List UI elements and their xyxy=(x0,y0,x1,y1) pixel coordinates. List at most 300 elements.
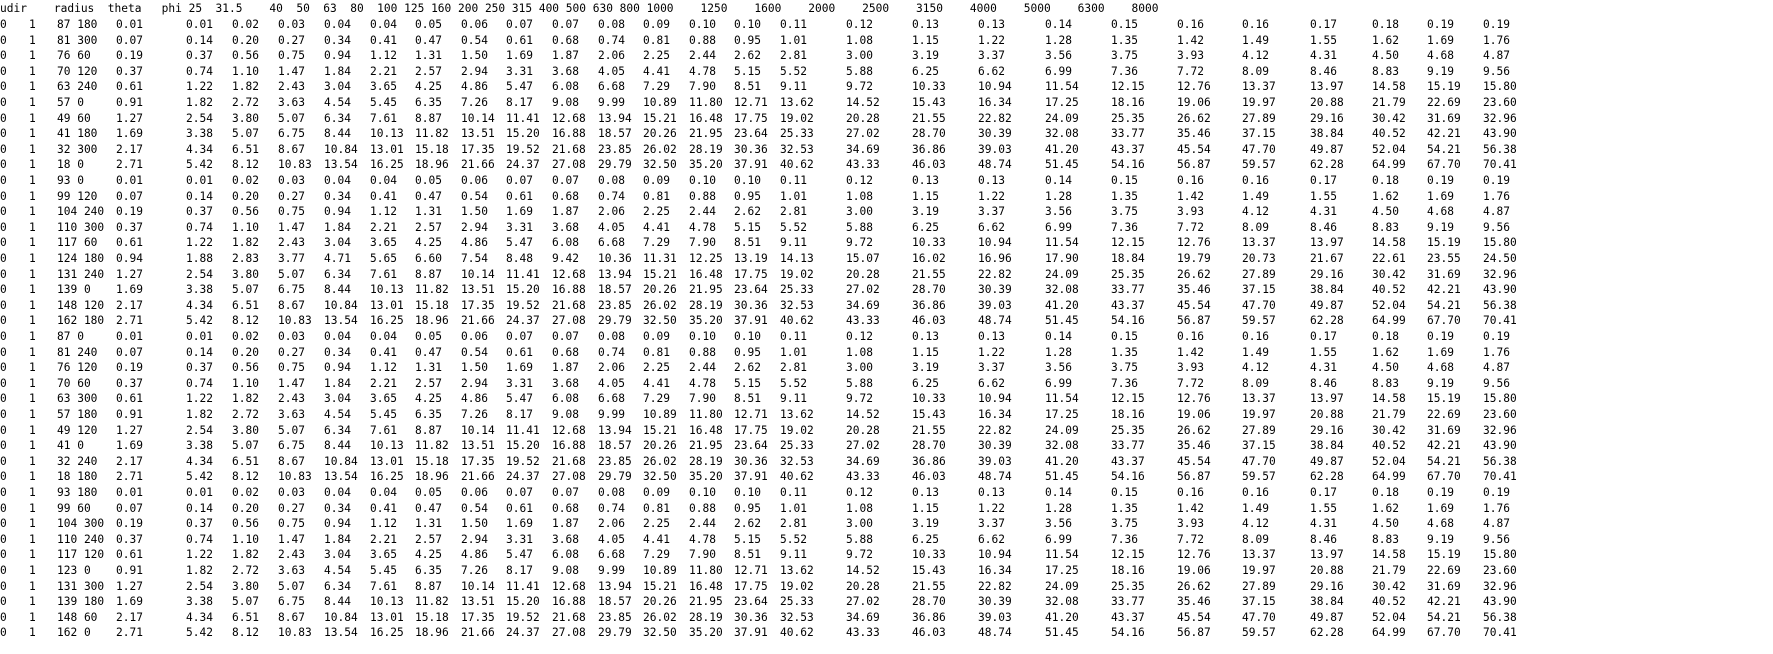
table-cell: 18.84 xyxy=(1111,252,1145,265)
table-cell: 0.20 xyxy=(232,33,259,47)
table-cell: 52.04 xyxy=(1372,610,1406,624)
table-cell: 0.74 xyxy=(186,220,213,234)
table-cell: 0.07 xyxy=(116,33,143,47)
table-cell: 19.79 xyxy=(1177,252,1211,265)
table-cell: 22.69 xyxy=(1427,408,1461,421)
table-cell: 8.46 xyxy=(1310,376,1337,390)
table-cell: 13.97 xyxy=(1310,548,1344,562)
table-cell: 0.81 xyxy=(643,33,670,47)
table-cell: 31.69 xyxy=(1427,423,1461,437)
table-cell: 76 120 xyxy=(57,361,98,375)
table-cell: 0.20 xyxy=(232,501,259,515)
table-cell: 17.75 xyxy=(734,111,768,125)
table-cell: 24.37 xyxy=(506,626,540,640)
table-cell: 35.20 xyxy=(689,626,723,640)
table-cell: 45.54 xyxy=(1177,298,1211,312)
table-cell: 32 240 xyxy=(57,454,98,468)
table-cell: 0.81 xyxy=(643,345,670,359)
table-cell: 11.80 xyxy=(689,408,723,421)
table-cell: 2.17 xyxy=(116,142,143,156)
table-cell: 13.01 xyxy=(370,142,404,156)
table-cell: 10.14 xyxy=(461,267,495,281)
table-cell: 32.53 xyxy=(780,142,814,156)
table-cell: 19.02 xyxy=(780,111,814,125)
table-cell: 0.07 xyxy=(552,486,579,499)
table-cell: 1.10 xyxy=(232,220,259,234)
table-cell: 0.07 xyxy=(116,189,143,203)
table-cell: 12.15 xyxy=(1111,548,1145,562)
table-cell: 25.35 xyxy=(1111,267,1145,281)
table-cell: 67.70 xyxy=(1427,626,1461,640)
table-cell: 4.25 xyxy=(415,548,442,562)
table-cell: 10.83 xyxy=(278,314,312,328)
table-cell: 0.94 xyxy=(324,361,351,375)
table-cell: 1.31 xyxy=(415,205,442,219)
table-cell: 0.10 xyxy=(689,18,716,31)
table-cell: 36.86 xyxy=(912,610,946,624)
table-cell: 1.31 xyxy=(415,49,442,63)
table-cell: 1.69 xyxy=(1427,501,1454,515)
table-cell: 32.50 xyxy=(643,626,677,640)
table-cell: 5.47 xyxy=(506,236,533,250)
table-cell: 15.19 xyxy=(1427,236,1461,250)
table-cell: 3.56 xyxy=(1045,361,1072,375)
table-cell: 18.96 xyxy=(415,314,449,328)
table-cell: 22.69 xyxy=(1427,564,1461,577)
table-cell: 117 60 xyxy=(57,236,98,250)
table-cell: 24.50 xyxy=(1483,252,1517,265)
table-cell: 13.97 xyxy=(1310,236,1344,250)
table-cell: 0 xyxy=(0,158,7,172)
table-cell: 0.15 xyxy=(1111,330,1138,343)
table-cell: 1 xyxy=(29,532,36,546)
table-cell: 43.90 xyxy=(1483,283,1517,297)
table-cell: 0.61 xyxy=(506,345,533,359)
table-cell: 7.72 xyxy=(1177,376,1204,390)
table-cell: 0.03 xyxy=(278,174,305,187)
table-cell: 5.52 xyxy=(780,64,807,78)
table-cell: 15.19 xyxy=(1427,548,1461,562)
table-cell: 0.08 xyxy=(598,486,625,499)
table-cell: 43.37 xyxy=(1111,610,1145,624)
table-cell: 49.87 xyxy=(1310,454,1344,468)
table-cell: 26.02 xyxy=(643,454,677,468)
table-cell: 3.77 xyxy=(278,252,305,265)
table-cell: 4.25 xyxy=(415,236,442,250)
table-cell: 40.62 xyxy=(780,158,814,172)
table-cell: 0.12 xyxy=(846,486,873,499)
table-cell: 0.01 xyxy=(116,18,143,31)
table-cell: 21.66 xyxy=(461,158,495,172)
table-cell: 5.42 xyxy=(186,314,213,328)
table-cell: 0.88 xyxy=(689,33,716,47)
table-cell: 0.13 xyxy=(912,486,939,499)
table-cell: 4.50 xyxy=(1372,517,1399,531)
table-cell: 4.12 xyxy=(1242,517,1269,531)
table-cell: 1 xyxy=(29,439,36,453)
table-cell: 17.25 xyxy=(1045,96,1079,109)
table-cell: 15.20 xyxy=(506,595,540,609)
table-cell: 87 0 xyxy=(57,330,84,343)
table-cell: 41.20 xyxy=(1045,454,1079,468)
table-cell: 34.69 xyxy=(846,298,880,312)
table-cell: 14.58 xyxy=(1372,80,1406,94)
table-cell: 76 60 xyxy=(57,49,91,63)
table-cell: 1.27 xyxy=(116,267,143,281)
table-cell: 1.49 xyxy=(1242,501,1269,515)
table-cell: 3.37 xyxy=(978,361,1005,375)
table-cell: 9.19 xyxy=(1427,64,1454,78)
table-cell: 10.89 xyxy=(643,408,677,421)
table-cell: 43.37 xyxy=(1111,142,1145,156)
table-cell: 5.07 xyxy=(278,267,305,281)
table-cell: 35.46 xyxy=(1177,439,1211,453)
table-cell: 1.01 xyxy=(780,189,807,203)
table-cell: 51.45 xyxy=(1045,626,1079,640)
table-cell: 27.02 xyxy=(846,439,880,453)
table-cell: 11.41 xyxy=(506,267,540,281)
table-cell: 8.44 xyxy=(324,439,351,453)
table-cell: 2.06 xyxy=(598,49,625,63)
table-cell: 5.42 xyxy=(186,470,213,484)
table-cell: 1.62 xyxy=(1372,189,1399,203)
table-cell: 1.49 xyxy=(1242,189,1269,203)
table-cell: 23.60 xyxy=(1483,408,1517,421)
table-cell: 10.94 xyxy=(978,548,1012,562)
table-cell: 0 xyxy=(0,127,7,141)
table-cell: 3.19 xyxy=(912,205,939,219)
table-cell: 19.02 xyxy=(780,423,814,437)
table-cell: 4.68 xyxy=(1427,205,1454,219)
table-cell: 67.70 xyxy=(1427,470,1461,484)
table-cell: 3.56 xyxy=(1045,517,1072,531)
table-cell: 0 xyxy=(0,298,7,312)
table-cell: 3.63 xyxy=(278,96,305,109)
table-cell: 13.97 xyxy=(1310,392,1344,406)
table-cell: 0.13 xyxy=(978,18,1005,31)
table-cell: 2.94 xyxy=(461,376,488,390)
table-cell: 0.14 xyxy=(1045,486,1072,499)
table-cell: 0.74 xyxy=(598,345,625,359)
table-cell: 0.04 xyxy=(370,18,397,31)
table-cell: 1.55 xyxy=(1310,189,1337,203)
table-cell: 10.13 xyxy=(370,283,404,297)
table-cell: 34.69 xyxy=(846,454,880,468)
table-cell: 10.14 xyxy=(461,579,495,593)
table-cell: 2.71 xyxy=(116,158,143,172)
table-cell: 5.15 xyxy=(734,220,761,234)
table-cell: 6.08 xyxy=(552,548,579,562)
table-cell: 0 xyxy=(0,564,7,577)
table-cell: 2.83 xyxy=(232,252,259,265)
table-cell: 22.82 xyxy=(978,579,1012,593)
table-cell: 0.16 xyxy=(1177,174,1204,187)
table-cell: 30.39 xyxy=(978,127,1012,141)
table-cell: 2.25 xyxy=(643,49,670,63)
table-cell: 1 xyxy=(29,361,36,375)
table-cell: 9.19 xyxy=(1427,220,1454,234)
table-cell: 0.61 xyxy=(506,501,533,515)
table-cell: 4.87 xyxy=(1483,205,1510,219)
table-cell: 0.88 xyxy=(689,189,716,203)
table-cell: 0 xyxy=(0,532,7,546)
table-cell: 0.10 xyxy=(734,330,761,343)
table-cell: 45.54 xyxy=(1177,610,1211,624)
table-cell: 3.31 xyxy=(506,220,533,234)
table-cell: 0.41 xyxy=(370,189,397,203)
table-cell: 0.61 xyxy=(506,33,533,47)
table-cell: 21.79 xyxy=(1372,408,1406,421)
table-cell: 7.90 xyxy=(689,548,716,562)
table-cell: 1.35 xyxy=(1111,345,1138,359)
table-cell: 1 xyxy=(29,564,36,577)
table-cell: 52.04 xyxy=(1372,142,1406,156)
table-cell: 6.62 xyxy=(978,376,1005,390)
table-cell: 0.07 xyxy=(116,501,143,515)
table-cell: 45.54 xyxy=(1177,454,1211,468)
table-cell: 0.88 xyxy=(689,345,716,359)
table-cell: 0.17 xyxy=(1310,18,1337,31)
table-cell: 0.16 xyxy=(1242,18,1269,31)
table-cell: 0.75 xyxy=(278,517,305,531)
table-cell: 13.01 xyxy=(370,610,404,624)
table-cell: 0.04 xyxy=(324,486,351,499)
table-cell: 1.01 xyxy=(780,33,807,47)
table-cell: 0.74 xyxy=(598,189,625,203)
table-cell: 0.68 xyxy=(552,345,579,359)
table-cell: 42.21 xyxy=(1427,283,1461,297)
table-cell: 4.12 xyxy=(1242,205,1269,219)
table-cell: 17.35 xyxy=(461,142,495,156)
table-cell: 1 xyxy=(29,501,36,515)
table-cell: 15.20 xyxy=(506,127,540,141)
table-cell: 13.51 xyxy=(461,127,495,141)
table-cell: 6.60 xyxy=(415,252,442,265)
table-cell: 56.38 xyxy=(1483,142,1517,156)
table-cell: 0.03 xyxy=(278,18,305,31)
table-cell: 8.12 xyxy=(232,626,259,640)
table-cell: 4.41 xyxy=(643,532,670,546)
table-cell: 28.19 xyxy=(689,454,723,468)
table-cell: 8.09 xyxy=(1242,532,1269,546)
table-cell: 40.62 xyxy=(780,314,814,328)
table-cell: 3.75 xyxy=(1111,517,1138,531)
table-cell: 41 0 xyxy=(57,439,84,453)
table-cell: 4.12 xyxy=(1242,49,1269,63)
table-cell: 0 xyxy=(0,111,7,125)
table-cell: 0.10 xyxy=(734,174,761,187)
table-cell: 3.19 xyxy=(912,361,939,375)
table-cell: 1.87 xyxy=(552,517,579,531)
table-cell: 2.25 xyxy=(643,517,670,531)
table-cell: 9.56 xyxy=(1483,64,1510,78)
table-cell: 1 xyxy=(29,174,36,187)
table-cell: 10.36 xyxy=(598,252,632,265)
table-cell: 1.08 xyxy=(846,501,873,515)
table-cell: 24.09 xyxy=(1045,267,1079,281)
table-cell: 12.68 xyxy=(552,579,586,593)
table-cell: 16.88 xyxy=(552,283,586,297)
table-cell: 54.21 xyxy=(1427,142,1461,156)
table-cell: 51.45 xyxy=(1045,470,1079,484)
table-cell: 21.68 xyxy=(552,610,586,624)
table-cell: 3.93 xyxy=(1177,361,1204,375)
table-cell: 8.12 xyxy=(232,158,259,172)
table-cell: 62.28 xyxy=(1310,314,1344,328)
table-cell: 20.28 xyxy=(846,579,880,593)
table-cell: 41.20 xyxy=(1045,142,1079,156)
table-cell: 38.84 xyxy=(1310,127,1344,141)
table-cell: 3.31 xyxy=(506,64,533,78)
table-cell: 0.19 xyxy=(1427,18,1454,31)
table-cell: 56.38 xyxy=(1483,610,1517,624)
table-cell: 4.71 xyxy=(324,252,351,265)
table-cell: 43.33 xyxy=(846,158,880,172)
table-cell: 8.67 xyxy=(278,454,305,468)
table-cell: 8.44 xyxy=(324,283,351,297)
table-cell: 3.80 xyxy=(232,267,259,281)
table-cell: 6.51 xyxy=(232,610,259,624)
table-cell: 19.06 xyxy=(1177,408,1211,421)
table-cell: 12.71 xyxy=(734,96,768,109)
table-cell: 0.19 xyxy=(116,361,143,375)
table-cell: 1 xyxy=(29,158,36,172)
table-cell: 1.69 xyxy=(116,127,143,141)
table-cell: 16.48 xyxy=(689,423,723,437)
table-cell: 148 60 xyxy=(57,610,98,624)
table-cell: 5.47 xyxy=(506,548,533,562)
table-cell: 1.12 xyxy=(370,49,397,63)
table-cell: 0 xyxy=(0,80,7,94)
table-cell: 1.10 xyxy=(232,64,259,78)
table-cell: 1.15 xyxy=(912,345,939,359)
table-cell: 2.71 xyxy=(116,470,143,484)
table-cell: 33.77 xyxy=(1111,127,1145,141)
table-cell: 10.13 xyxy=(370,127,404,141)
table-cell: 2.43 xyxy=(278,548,305,562)
table-cell: 5.07 xyxy=(232,595,259,609)
table-cell: 32.50 xyxy=(643,158,677,172)
table-cell: 25.35 xyxy=(1111,579,1145,593)
table-cell: 21.66 xyxy=(461,626,495,640)
table-cell: 43.33 xyxy=(846,314,880,328)
table-cell: 1.69 xyxy=(506,361,533,375)
table-cell: 67.70 xyxy=(1427,314,1461,328)
table-cell: 1.69 xyxy=(506,49,533,63)
table-cell: 1 xyxy=(29,18,36,31)
table-cell: 1.31 xyxy=(415,517,442,531)
table-cell: 6.25 xyxy=(912,64,939,78)
table-cell: 18.57 xyxy=(598,595,632,609)
table-cell: 2.17 xyxy=(116,610,143,624)
table-cell: 15.18 xyxy=(415,142,449,156)
table-cell: 7.26 xyxy=(461,96,488,109)
table-cell: 0.54 xyxy=(461,501,488,515)
table-cell: 29.16 xyxy=(1310,423,1344,437)
table-cell: 40.52 xyxy=(1372,283,1406,297)
table-cell: 0.19 xyxy=(1427,486,1454,499)
table-cell: 2.81 xyxy=(780,517,807,531)
table-cell: 93 0 xyxy=(57,174,84,187)
table-cell: 52.04 xyxy=(1372,454,1406,468)
table-cell: 5.15 xyxy=(734,532,761,546)
table-cell: 3.68 xyxy=(552,532,579,546)
table-cell: 8.17 xyxy=(506,564,533,577)
table-cell: 6.75 xyxy=(278,127,305,141)
table-cell: 25.33 xyxy=(780,127,814,141)
table-cell: 22.61 xyxy=(1372,252,1406,265)
table-cell: 1 xyxy=(29,64,36,78)
table-cell: 0.17 xyxy=(1310,330,1337,343)
table-cell: 7.72 xyxy=(1177,64,1204,78)
table-cell: 81 240 xyxy=(57,345,98,359)
table-cell: 41.20 xyxy=(1045,298,1079,312)
table-cell: 1.01 xyxy=(780,501,807,515)
table-cell: 32.53 xyxy=(780,610,814,624)
table-cell: 0.37 xyxy=(186,361,213,375)
table-cell: 0.12 xyxy=(846,18,873,31)
table-cell: 0.11 xyxy=(780,174,807,187)
table-cell: 12.71 xyxy=(734,408,768,421)
table-cell: 7.61 xyxy=(370,579,397,593)
table-cell: 1.82 xyxy=(232,80,259,94)
table-cell: 6.51 xyxy=(232,454,259,468)
table-cell: 1.76 xyxy=(1483,33,1510,47)
table-cell: 11.54 xyxy=(1045,80,1079,94)
table-cell: 6.68 xyxy=(598,80,625,94)
table-cell: 3.38 xyxy=(186,127,213,141)
table-cell: 25.35 xyxy=(1111,423,1145,437)
table-cell: 0.15 xyxy=(1111,174,1138,187)
table-cell: 2.06 xyxy=(598,205,625,219)
table-cell: 2.62 xyxy=(734,49,761,63)
table-cell: 0.54 xyxy=(461,33,488,47)
table-cell: 1.12 xyxy=(370,517,397,531)
table-cell: 3.63 xyxy=(278,564,305,577)
table-cell: 30.42 xyxy=(1372,579,1406,593)
table-cell: 56.87 xyxy=(1177,314,1211,328)
table-cell: 4.31 xyxy=(1310,517,1337,531)
table-cell: 2.94 xyxy=(461,532,488,546)
table-cell: 1.55 xyxy=(1310,501,1337,515)
table-cell: 0.02 xyxy=(232,18,259,31)
table-cell: 70 60 xyxy=(57,376,91,390)
table-cell: 22.82 xyxy=(978,111,1012,125)
table-cell: 0.16 xyxy=(1242,174,1269,187)
table-cell: 0.13 xyxy=(912,18,939,31)
table-cell: 0.14 xyxy=(186,501,213,515)
table-cell: 27.02 xyxy=(846,127,880,141)
table-cell: 2.54 xyxy=(186,423,213,437)
table-cell: 0.16 xyxy=(1242,486,1269,499)
table-cell: 14.52 xyxy=(846,408,880,421)
table-cell: 49.87 xyxy=(1310,298,1344,312)
table-cell: 1 xyxy=(29,127,36,141)
table-cell: 26.02 xyxy=(643,610,677,624)
table-cell: 19.52 xyxy=(506,610,540,624)
table-cell: 0 xyxy=(0,33,7,47)
table-cell: 1 xyxy=(29,392,36,406)
table-cell: 1.62 xyxy=(1372,33,1399,47)
table-cell: 8.12 xyxy=(232,314,259,328)
table-cell: 0.09 xyxy=(643,18,670,31)
table-cell: 31.69 xyxy=(1427,111,1461,125)
table-cell: 0 xyxy=(0,392,7,406)
table-cell: 1.27 xyxy=(116,579,143,593)
table-cell: 0.41 xyxy=(370,501,397,515)
table-cell: 99 120 xyxy=(57,189,98,203)
table-cell: 0.37 xyxy=(186,517,213,531)
